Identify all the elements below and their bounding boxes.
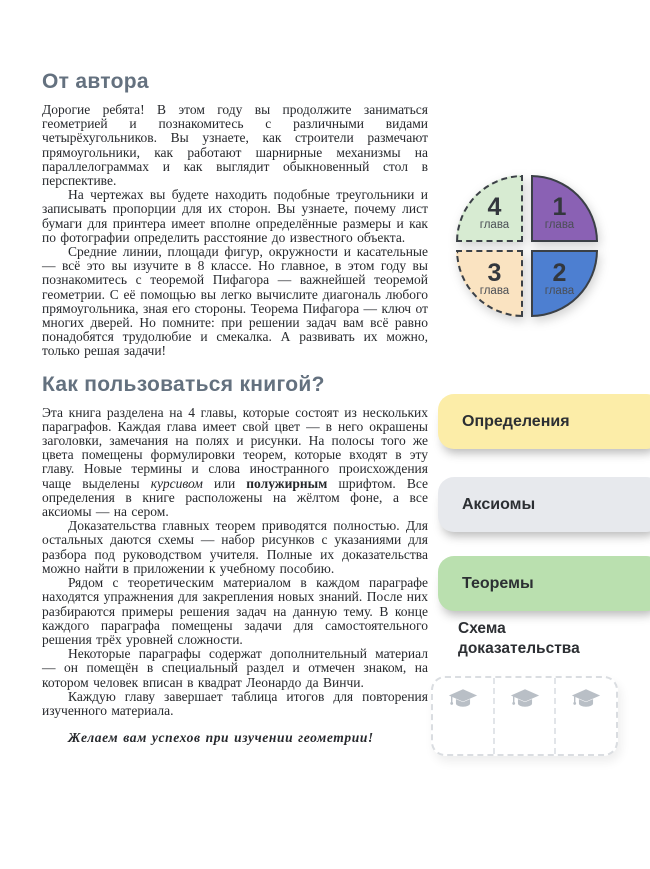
proof-scheme-cell <box>433 678 493 754</box>
chapter-label: глава <box>479 285 510 297</box>
definitions-card-label: Определения <box>462 412 570 430</box>
italic-term: курсивом <box>150 475 203 491</box>
proof-scheme-cell <box>554 678 616 754</box>
paragraph: Средние линии, площади фигур, окружности и касательные — всё это вы изучите в 8 классе. Но главное, в этом году вы познакомитесь с теоремой Пифагора — важнейшей теоремой геометрии. С её помощью вы легко вычислите диагональ любого прямоугольника, зная его стороны. Теорема Пифагора — ключ от многих дверей. Но помните: при решении задач вам всё равно понадобятся трудолюбие и смекалка. А развивать их можно, только решая задачи! <box>42 244 428 359</box>
chapter-number: 1 <box>552 193 567 221</box>
theorems-card-label: Теоремы <box>462 574 534 592</box>
paragraph: Каждую главу завершает таблица итогов для повторения изученного материала. <box>42 688 428 718</box>
axioms-card <box>438 477 650 532</box>
bold-term: полужирным <box>246 475 328 491</box>
theorems-card <box>438 556 650 611</box>
proof-scheme-label: Схема доказательства <box>458 620 580 657</box>
axioms-card-label: Аксиомы <box>462 495 536 513</box>
chapter-label: глава <box>544 219 575 231</box>
closing-wish: Желаем вам успехов при изучении геометрии! <box>68 730 374 746</box>
paragraph: На чертежах вы будете находить подобные треугольники и записывать пропорции для их сторон. Вы узнаете, почему лист бумаги для принтера имеет вполне определённые размеры и как по фотографии определить расстояние до известного объекта. <box>42 187 428 245</box>
graduation-cap-icon <box>571 688 601 710</box>
main-text-column <box>42 70 428 745</box>
paragraph-text: Эта книга разделена на 4 главы, которые состоят из нескольких параграфов. Каждая глава имеет свой цвет — в него окрашены заголовки, замечания на полях и рисунки. На полосы того же цвета помещены формулировки теорем, которые входят в эту главу. Новые термины и слова иностранного происхождения чаще выделены <box>42 404 428 491</box>
proof-scheme-cell <box>493 678 555 754</box>
chapter-3-slice <box>456 250 523 317</box>
paragraph-text: шрифтом. Все определения в книге расположены на жёлтом фоне, а все аксиомы — на сером. <box>42 475 428 520</box>
paragraph <box>42 406 428 520</box>
paragraph-text: или <box>202 475 247 491</box>
usage-section-title: Как пользоваться книгой? <box>42 372 325 396</box>
author-section-title: От автора <box>42 70 149 93</box>
proof-scheme-panel <box>431 676 618 756</box>
definitions-card <box>438 394 650 449</box>
chapter-number: 3 <box>487 259 502 287</box>
paragraph: Дорогие ребята! В этом году вы продолжите заниматься геометрией и познакомитесь с различными видами четырёхугольников. Вы узнаете, как строители размечают прямоугольники, как работают шарнирные механизмы на параллелограммах и как выглядит обыкновенный стол в перспективе. <box>42 102 428 189</box>
chapter-number: 2 <box>552 259 567 287</box>
paragraph: Рядом с теоретическим материалом в каждом параграфе находятся упражнения для закрепления новых знаний. После них разбираются примеры решения задач на данную тему. В конце каждого параграфа помещены задачи для самостоятельного решения трёх уровней сложности. <box>42 575 428 647</box>
chapter-label: глава <box>479 219 510 231</box>
chapter-4-slice <box>456 175 523 242</box>
chapter-1-slice <box>531 175 598 242</box>
chapter-2-slice <box>531 250 598 317</box>
paragraph: Доказательства главных теорем приводятся полностью. Для остальных даются схемы — набор рисунков с указаниями для разбора под руководством учителя. Полные их доказательства можно найти в приложении к учебному пособию. <box>42 518 428 576</box>
chapters-pie-chart <box>456 175 598 317</box>
graduation-cap-icon <box>510 688 540 710</box>
graduation-cap-icon <box>448 688 478 710</box>
paragraph: Некоторые параграфы содержат дополнительный материал — он помещён в специальный раздел и отмечен знаком, на котором человек вписан в квадрат Леонардо да Винчи. <box>42 646 428 690</box>
chapter-number: 4 <box>487 193 502 221</box>
chapter-label: глава <box>544 285 575 297</box>
